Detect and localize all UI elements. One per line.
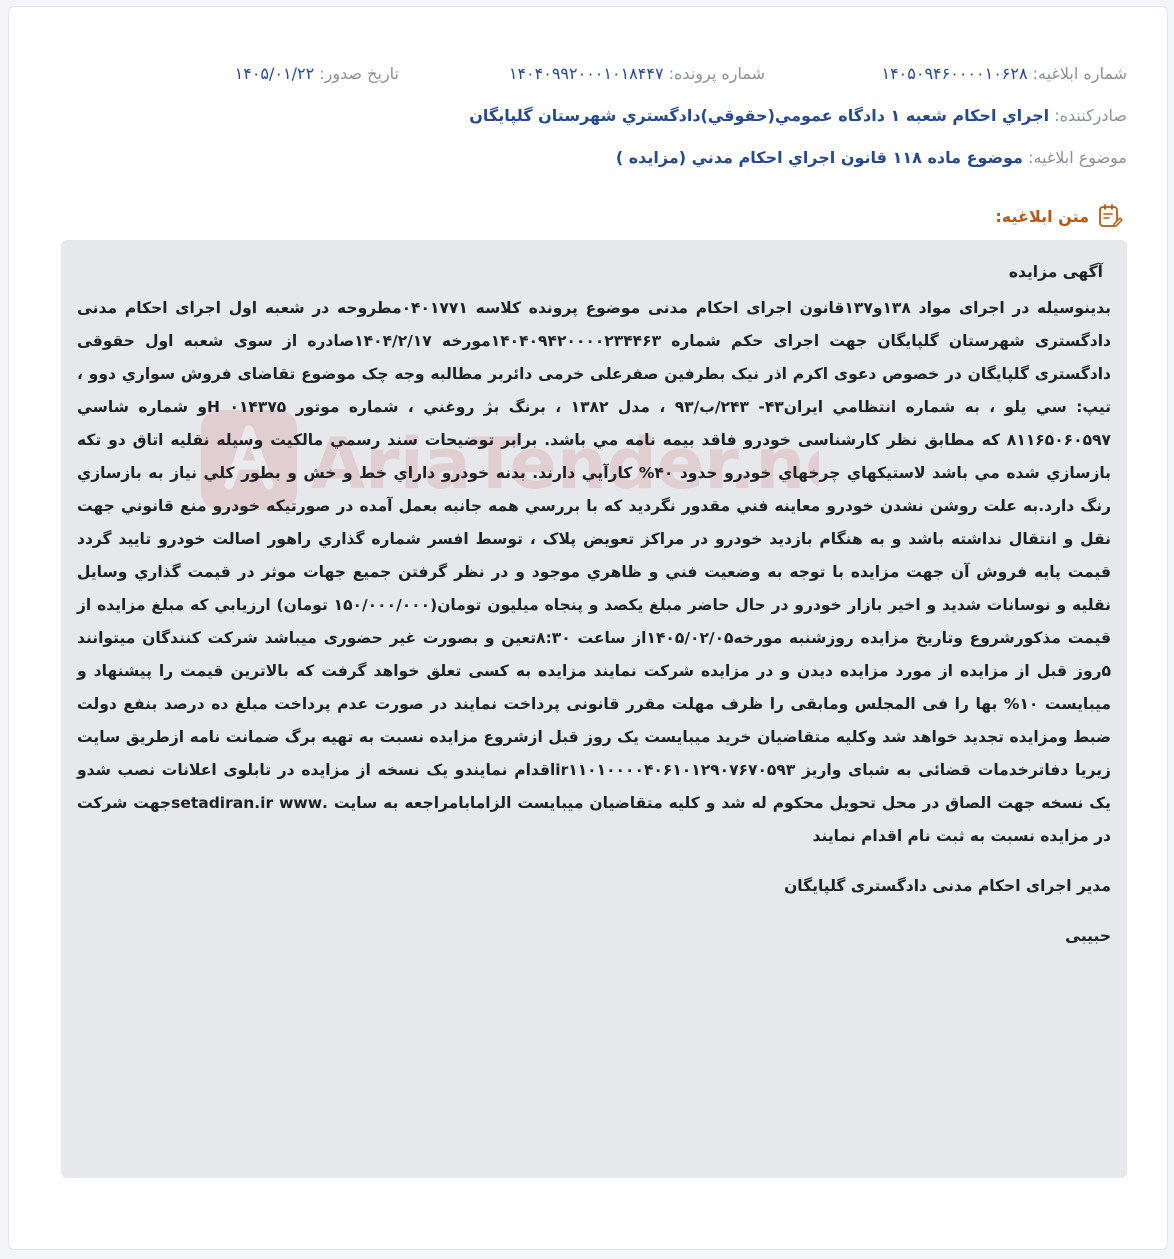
issuer-row xyxy=(9,101,1169,131)
issue-date xyxy=(235,59,399,89)
auction-body: بدینوسیله در اجرای مواد ۱۳۸و۱۳۷قانون اجرای احکام مدنی موضوع پرونده کلاسه ۰۴۰۱۷۷۱مطروحه در شعبه اول اجرای احکام مدنی دادگستری شهرستان گلپایگان جهت اجرای حکم شماره ۱۴۰۴۰۹۴۲۰۰۰۰۲۳۴۴۶۳مورخه ۱۴۰۴/۲/۱۷صادره از سوی شعبه اول حقوقی دادگستری گلپایگان در خصوص دعوی اکرم اذر نیک بطرفین صفرعلی خرمی دائربر مطالبه وجه چک موضوع تقاضای فروش سواري دوو ، تيپ: سي يلو ، به شماره انتظامي ايران۴۳- ۲۴۳/ب/۹۳ ، مدل ۱۳۸۲ ، برنگ بژ روغني ، شماره موتور ۰۱۴۳۷۵ Hو شماره شاسي ۸۱۱۶۵۰۶۰۵۹۷ که مطابق نظر کارشناسی خودرو فاقد بيمه نامه مي باشد. برابر توضيحات سند رسمي مالکيت وسيله نقليه اتاق دو تکه بازسازي شده مي باشد لاستيکهاي چرخهاي خودرو حدود ۴۰% کارآيي دارند. بدنه خودرو داراي خط و خش و بطور کلي نياز به بازسازي رنگ دارد.به علت روشن نشدن خودرو معاينه فني مقدور نگرديد که با بررسي همه جانبه بعمل آمده در صورتيکه خودرو منع قانوني جهت نقل و انتقال نداشته باشد و به هنگام بازديد خودرو در مراکز تعويض پلاک ، توسط افسر شماره گذاري راهور اصالت خودرو تاييد گردد قيمت پايه فروش آن جهت مزايده با توجه به وضعيت فني و ظاهري موجود و در نظر گرفتن جميع جهات موثر در قيمت گذاري وسايل نقليه و نوسانات شديد و اخير بازار خودرو در حال حاضر مبلغ يکصد و پنجاه ميليون تومان(۱۵۰/۰۰۰/۰۰۰ تومان) ارزيابي كه مبلغ مزایده از قیمت مذکورشروع وتاریخ مزایده روزشنبه مورخه۱۴۰۵/۰۲/۰۵از ساعت ۸:۳۰تعین و بصورت غیر حضوری میباشد شرکت کنندگان میتوانند ۵روز قبل از مزایده از مورد مزایده دیدن و در مزایده شرکت نمایند مزایده به کسی تعلق خواهد گرفت که بالاترین قیمت را پیشنهاد و میبایست ۱۰% بها را فی المجلس ومابقی را ظرف مهلت مقرر قانونی پرداخت نمایند در صورت عدم پرداخت مبلغ ده درصد بنفع دولت ضبط ومزایده تجدید خواهد شد وکلیه متقاضیان خرید میبایست یک روز قبل ازشروع مزایده نسبت به تهیه برگ ضمانت نامه ازطریق سایت زیریا دفاترخدمات قضائی به شبای واریز ir۱۱۰۱۰۰۰۰۴۰۶۱۰۱۲۹۰۷۶۷۰۵۹۳اقدام نمایندو یک نسخه از مزایده در تابلوی اعلانات نصب شدو یک نسخه جهت الصاق در محل تحویل محکوم له شد و کلیه متقاضیان میبایست الزامابامراجعه به سایت .setadiran.ir wwwجهت شرکت در مزایده نسبت به ثبت نام اقدام نمایند xyxy=(77,299,1112,845)
notice-text-title: متن ابلاغيه: xyxy=(995,206,1089,226)
signature-name: حبیبی xyxy=(1065,927,1111,945)
watermark-text: AriaTender.n xyxy=(311,423,806,505)
notice-body-box xyxy=(61,240,1127,1178)
auction-title: آگهی مزایده xyxy=(1008,263,1103,281)
case-number xyxy=(509,59,765,89)
subject xyxy=(616,143,1127,173)
notice-card xyxy=(8,6,1168,1250)
case-number-value: ۱۴۰۴۰۹۹۲۰۰۰۱۰۱۸۴۴۷ xyxy=(508,64,664,83)
notice-number-value: ۱۴۰۵۰۹۴۶۰۰۰۰۱۰۶۲۸ xyxy=(881,64,1028,83)
document-edit-icon xyxy=(1097,203,1123,229)
issue-date-value: ۱۴۰۵/۰۱/۲۲ xyxy=(234,64,315,83)
notice-body xyxy=(61,240,1127,953)
case-number-label: شماره پرونده: xyxy=(668,64,765,83)
subject-label: موضوع ابلاغيه: xyxy=(1028,148,1127,167)
notice-number-label: شماره ابلاغيه: xyxy=(1032,64,1127,83)
issuer-value: اجراي احکام شعبه ۱ دادگاه عمومي(حقوقي)دادگستري شهرستان گلپايگان xyxy=(469,106,1050,125)
issuer-label: صادرکننده: xyxy=(1054,106,1127,125)
issue-date-label: تاريخ صدور: xyxy=(319,64,399,83)
subject-value: موضوع ماده ۱۱۸ قانون اجراي احکام مدني (مزايده ) xyxy=(615,148,1023,167)
signature-title: مدیر اجرای احکام مدنی دادگستری گلپایگان xyxy=(784,877,1111,895)
subject-row xyxy=(9,143,1169,173)
issuer xyxy=(469,101,1127,131)
notice-number xyxy=(881,59,1127,89)
meta-row-top xyxy=(9,59,1169,89)
notice-text-header xyxy=(995,201,1123,231)
